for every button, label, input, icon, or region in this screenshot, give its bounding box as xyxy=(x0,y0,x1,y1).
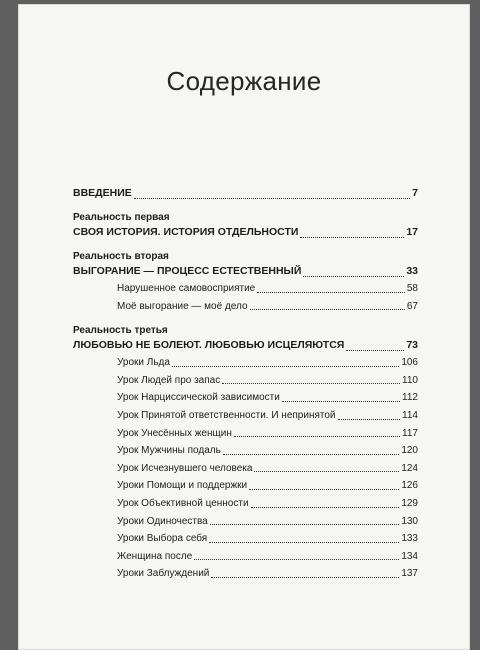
leader-dots xyxy=(134,198,410,199)
toc-subentry[interactable] xyxy=(73,565,418,583)
leader-dots xyxy=(346,350,404,351)
toc-subentry[interactable] xyxy=(73,298,418,316)
toc-chapter-entry[interactable] xyxy=(73,265,418,280)
toc-subentry[interactable] xyxy=(73,530,418,548)
toc-subentry[interactable] xyxy=(73,389,418,407)
toc-entry-label: СВОЯ ИСТОРИЯ. ИСТОРИЯ ОТДЕЛЬНОСТИ xyxy=(73,226,299,238)
toc-subentry[interactable] xyxy=(73,548,418,566)
table-of-contents xyxy=(73,187,418,583)
toc-page-number: 73 xyxy=(406,339,418,352)
section-heading: Реальность третья xyxy=(73,325,168,337)
leader-dots xyxy=(303,276,404,277)
book-page xyxy=(18,4,470,650)
toc-page-number: 126 xyxy=(401,480,418,492)
leader-dots xyxy=(172,366,399,367)
toc-page-number: 134 xyxy=(401,550,418,562)
leader-dots xyxy=(223,454,400,455)
leader-dots xyxy=(222,383,400,384)
toc-page-number: 124 xyxy=(401,462,418,474)
leader-dots xyxy=(209,542,399,543)
toc-entry-label: Урок Унесённых женщин xyxy=(117,427,232,439)
toc-subentry[interactable] xyxy=(73,280,418,298)
toc-page-number: 17 xyxy=(406,226,418,238)
toc-subentry[interactable] xyxy=(73,354,418,372)
toc-page-number: 7 xyxy=(412,187,418,199)
page-title: Содержание xyxy=(166,66,322,96)
toc-page-number: 67 xyxy=(406,300,418,312)
toc-entry-label: Урок Нарциссической зависимости xyxy=(117,392,280,404)
leader-dots xyxy=(210,524,400,525)
toc-entry-label: Уроки Одиночества xyxy=(117,515,208,527)
leader-dots xyxy=(234,436,400,437)
toc-entry-label: Уроки Помощи и поддержки xyxy=(117,480,248,492)
toc-page-number: 117 xyxy=(402,427,418,439)
toc-entry-label: Урок Принятой ответственности. И непринятой xyxy=(117,409,336,421)
toc-entry-label: Женщина после xyxy=(117,550,193,562)
toc-entry-label: Уроки Выбора себя xyxy=(117,533,208,545)
toc-page-number: 112 xyxy=(402,392,418,404)
toc-page-number: 110 xyxy=(402,374,418,386)
section-heading: Реальность вторая xyxy=(73,251,169,262)
toc-entry-label: Урок Мужчины подаль xyxy=(117,445,221,457)
toc-entry-intro[interactable] xyxy=(73,187,418,202)
leader-dots xyxy=(211,577,399,578)
toc-page-number: 58 xyxy=(406,283,418,294)
toc-entry-label: Уроки Заблуждений xyxy=(117,568,210,580)
toc-subentry[interactable] xyxy=(73,477,418,495)
toc-page-number: 137 xyxy=(401,568,418,580)
section-heading: Реальность первая xyxy=(73,212,170,223)
toc-page-number: 130 xyxy=(401,515,418,527)
leader-dots xyxy=(257,292,405,293)
toc-entry-label: ЛЮБОВЬЮ НЕ БОЛЕЮТ. ЛЮБОВЬЮ ИСЦЕЛЯЮТСЯ xyxy=(73,339,345,352)
leader-dots xyxy=(300,237,404,238)
toc-subentry[interactable] xyxy=(73,495,418,513)
leader-dots xyxy=(194,559,399,560)
leader-dots xyxy=(251,507,400,508)
toc-subentry[interactable] xyxy=(73,425,418,443)
toc-chapter-entry[interactable] xyxy=(73,226,418,241)
leader-dots xyxy=(282,401,400,402)
toc-entry-label: Урок Исчезнувшего человека xyxy=(117,462,253,474)
toc-entry-label: Урок Объективной ценности xyxy=(117,497,249,509)
toc-page-number: 33 xyxy=(406,265,418,277)
toc-entry-label: ВЫГОРАНИЕ — ПРОЦЕСС ЕСТЕСТВЕННЫЙ xyxy=(73,265,302,277)
toc-page-number: 129 xyxy=(401,497,418,509)
toc-page-number: 106 xyxy=(401,357,418,369)
toc-subentry[interactable] xyxy=(73,372,418,390)
toc-entry-label: ВВЕДЕНИЕ xyxy=(73,187,132,199)
leader-dots xyxy=(249,489,399,490)
toc-subentry[interactable] xyxy=(73,513,418,531)
toc-subentry[interactable] xyxy=(73,407,418,425)
toc-entry-label: Урок Людей про запас xyxy=(117,374,221,386)
toc-entry-label: Нарушенное самовосприятие xyxy=(117,283,256,294)
toc-page-number: 114 xyxy=(402,409,418,421)
toc-page-number: 120 xyxy=(401,445,418,457)
toc-subentry[interactable] xyxy=(73,460,418,478)
toc-subentry[interactable] xyxy=(73,442,418,460)
leader-dots xyxy=(338,419,401,420)
leader-dots xyxy=(250,309,405,310)
toc-chapter-entry[interactable] xyxy=(73,339,418,354)
leader-dots xyxy=(254,471,399,472)
toc-entry-label: Моё выгорание — моё дело xyxy=(117,300,248,312)
toc-entry-label: Уроки Льда xyxy=(117,357,170,369)
toc-page-number: 133 xyxy=(401,533,418,545)
